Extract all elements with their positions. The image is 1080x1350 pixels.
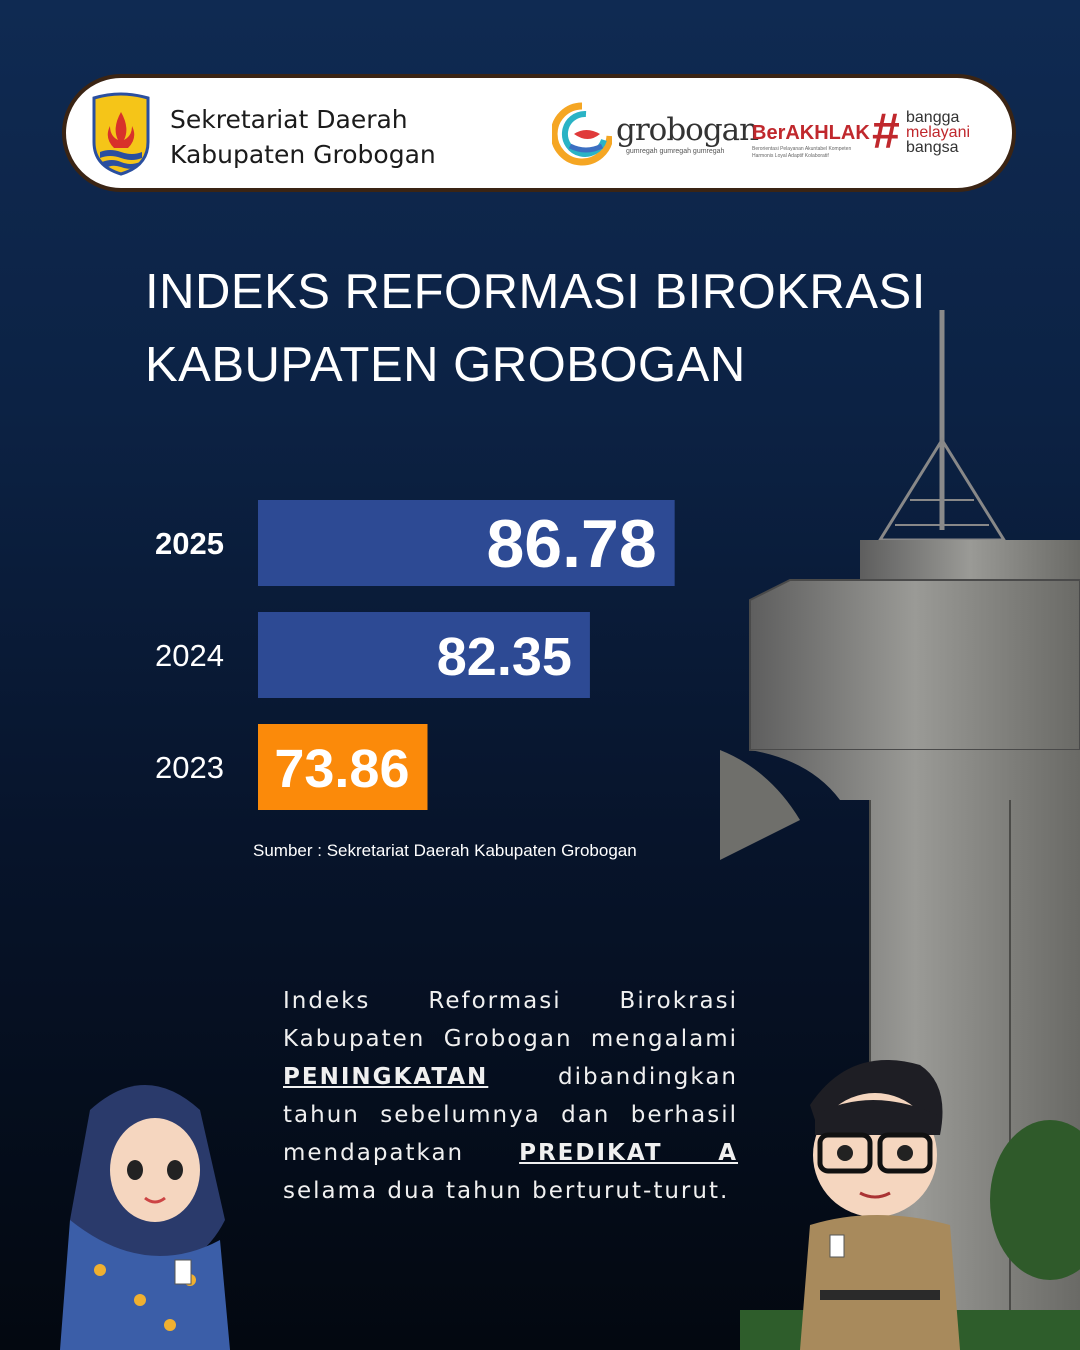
org-line-2: Kabupaten Grobogan: [170, 140, 436, 169]
value-label-2023: 73.86: [274, 739, 410, 799]
value-label-2024: 82.35: [436, 627, 572, 687]
bangga-melayani-bangsa-logo: [906, 110, 970, 155]
summary-paragraph: [283, 982, 738, 1210]
org-line-1: Sekretariat Daerah: [170, 105, 408, 134]
title-line-2: KABUPATEN GROBOGAN: [145, 338, 746, 392]
bangga-line-2: melayani: [906, 124, 971, 141]
highlight-predikat: PREDIKAT A: [519, 1140, 739, 1166]
grobogan-crest-logo: [88, 90, 154, 176]
page-title: [145, 256, 926, 402]
chart-source: Sumber : Sekretariat Daerah Kabupaten Grobogan: [253, 841, 637, 860]
value-label-2025: 86.78: [486, 506, 657, 582]
organization-name: [170, 102, 436, 172]
summary-text-2: dibandingkan tahun sebelumnya dan berhasil mendapatkan: [283, 1064, 738, 1166]
bangga-line-1: bangga: [906, 109, 960, 126]
berakhlak-subtitle: Berorientasi Pelayanan Akuntabel Kompeten Harmonis Loyal Adaptif Kolaboratif: [752, 146, 852, 159]
header-bar: [62, 74, 1016, 192]
category-label-2025: 2025: [155, 526, 224, 561]
female-employee-character: [50, 1070, 240, 1350]
male-employee-character: [790, 1045, 970, 1350]
highlight-peningkatan: PENINGKATAN: [283, 1064, 489, 1090]
title-line-1: INDEKS REFORMASI BIROKRASI: [145, 265, 926, 319]
grobogan-tagline: gumregah gumregah gumregah: [626, 148, 725, 155]
grobogan-wordmark: grobogan: [616, 112, 759, 148]
hashtag-icon: #: [872, 103, 900, 159]
berakhlak-logo: BerAKHLAK: [752, 122, 870, 144]
summary-text-1: Indeks Reformasi Birokrasi Kabupaten Grobogan mengalami: [283, 988, 738, 1052]
bangga-line-3: bangsa: [906, 139, 959, 156]
category-label-2023: 2023: [155, 750, 224, 785]
grobogan-swirl-logo: [552, 102, 612, 166]
summary-text-3: selama dua tahun berturut-turut.: [283, 1178, 730, 1204]
category-label-2024: 2024: [155, 638, 224, 673]
index-bar-chart: [140, 490, 740, 830]
